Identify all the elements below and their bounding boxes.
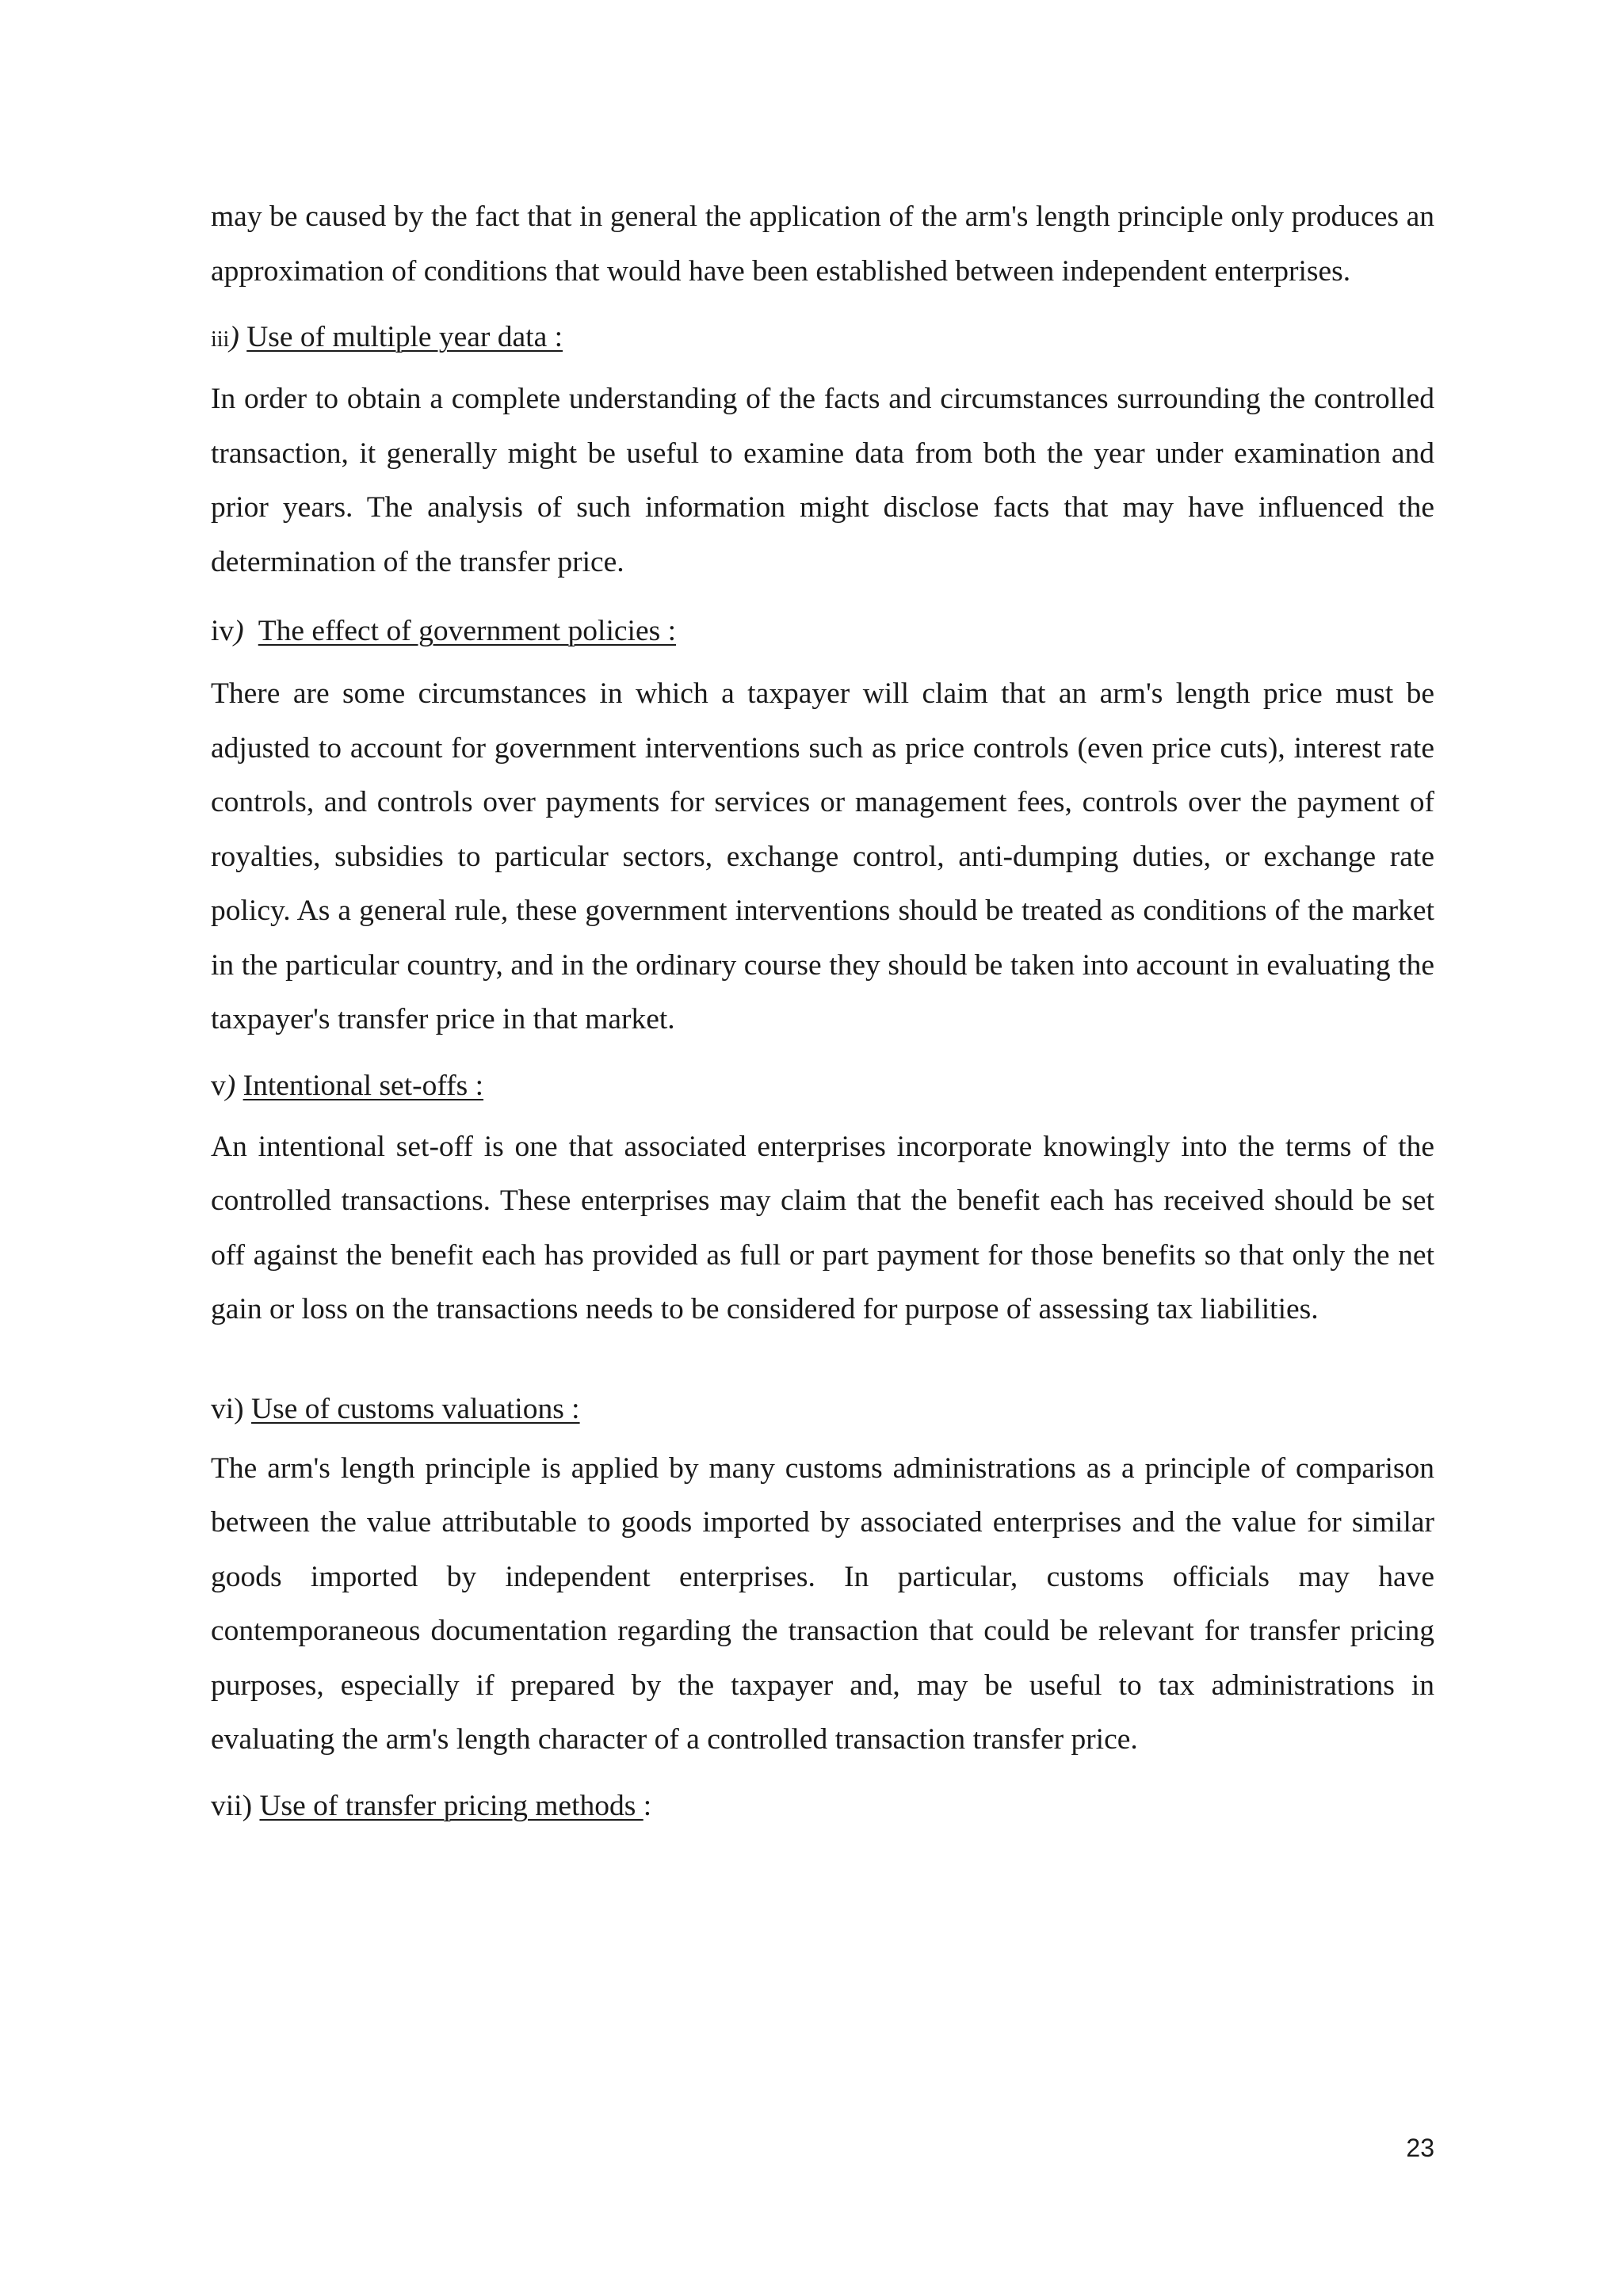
page-number: 23 [1406,2134,1434,2162]
section-heading-v [211,1066,1434,1106]
section-heading-vi [211,1390,1434,1429]
section-heading-vii [211,1787,1434,1826]
section-heading-iii [211,318,1434,360]
section-title-colon: : [643,1789,652,1822]
section-body-vi: The arm's length principle is applied by many customs administrations as a principle of comparison between the value attributable to goods imported by associated enterprises and the value for similar goods imported by independent enterprises. In particular, customs officials may have contemporaneous documentation regarding the transaction that could be relevant for transfer pricing purposes, especially if prepared by the taxpayer and, may be useful to tax administrations in evaluating the arm's length character of a controlled transaction transfer price. [211,1451,1434,1756]
section-number: vii [211,1789,242,1822]
section-number-paren: ) [242,1789,253,1822]
section-title: Intentional set-offs : [242,1069,484,1102]
section-number: vi [211,1392,235,1425]
intro-paragraph: may be caused by the fact that in general the application of the arm's length principle only produces an approximation of conditions that would have been established between independent enterprises. [211,200,1434,288]
section-number-paren: ) [225,1069,236,1102]
section-body-iv: There are some circumstances in which a taxpayer will claim that an arm's length price must be adjusted to account for government interventions such as price controls (even price cuts), interest rate controls, and controls over payments for services or management fees, controls over the payment of royalties, subsidies to particular sectors, exchange control, anti-dumping duties, or exchange rate policy. As a general rule, these government interventions should be treated as conditions of the market in the particular country, and in the ordinary course they should be taken into account in evaluating the taxpayer's transfer price in that market. [211,677,1434,1035]
section-title: Use of multiple year data : [246,321,563,353]
section-title: The effect of government policies : [258,615,676,647]
section-number-paren: ) [229,321,239,353]
section-number: v [211,1069,226,1102]
section-number-paren: ) [234,1392,244,1425]
document-page [211,190,1434,1826]
section-body-iii: In order to obtain a complete understanding of the facts and circumstances surrounding the controlled transaction, it generally might be useful to examine data from both the year under examination and prior years. The analysis of such information might disclose facts that may have influenced the determination of the transfer price. [211,383,1434,578]
section-number: iii [211,327,230,352]
section-title: Use of customs valuations : [251,1392,580,1425]
section-number: iv [211,615,235,647]
section-heading-iv [211,612,1434,651]
section-number-paren: ) [234,615,244,647]
section-title: Use of transfer pricing methods [259,1789,643,1822]
section-body-v: An intentional set-off is one that associated enterprises incorporate knowingly into the terms of the controlled transactions. These enterprises may claim that the benefit each has received should be set off against the benefit each has provided as full or part payment for those benefits so that only the net gain or loss on the transactions needs to be considered for purpose of assessing tax liabilities. [211,1130,1434,1325]
